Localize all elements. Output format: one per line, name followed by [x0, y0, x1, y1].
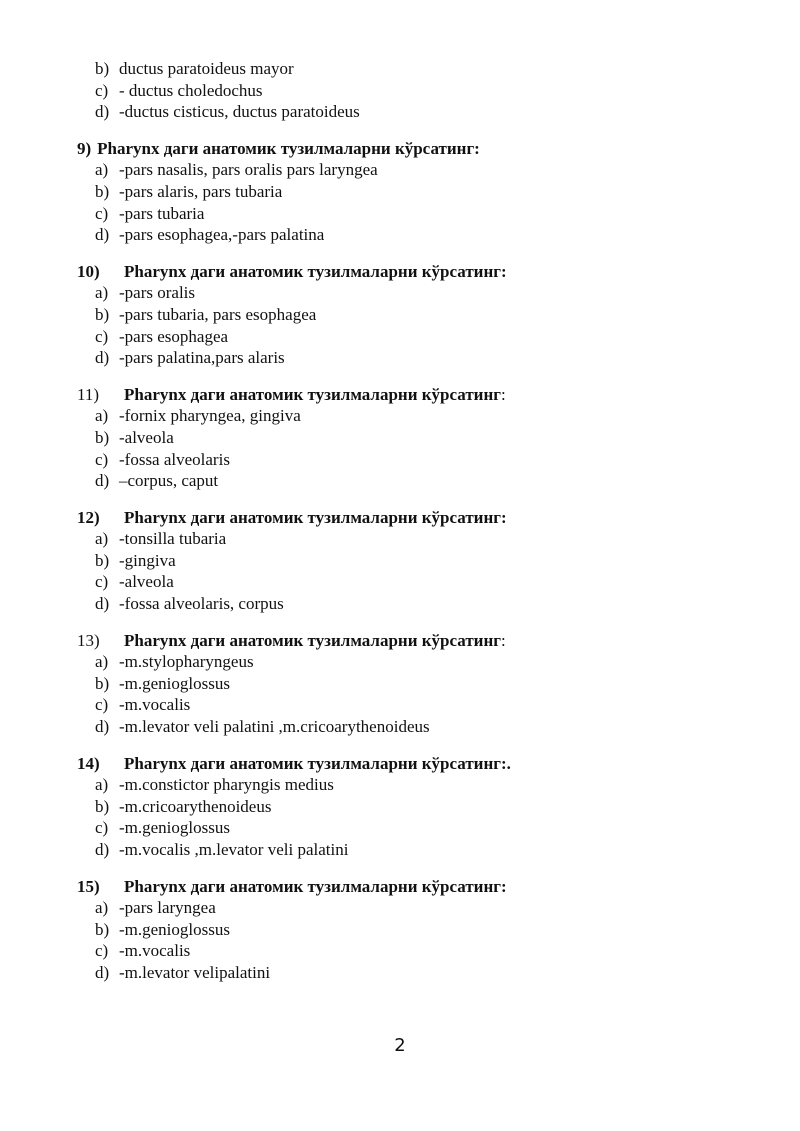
option-text: -pars tubaria	[119, 203, 205, 223]
question-number: 10)	[77, 261, 100, 281]
question-10	[0, 261, 800, 369]
option-text: -pars oralis	[119, 283, 196, 303]
option-letter: c)	[95, 203, 109, 223]
option-letter: a)	[95, 529, 109, 549]
option-item	[95, 405, 800, 427]
option-item	[95, 673, 800, 695]
option-letter: b)	[95, 550, 110, 570]
option-item	[95, 774, 800, 796]
option-item	[95, 817, 800, 839]
option-text: -m.vocalis ,m.levator veli palatini	[119, 840, 349, 859]
question-text: Pharynx даги анатомик тузилмаларни кўрсатинг:	[97, 138, 480, 158]
option-letter: a)	[95, 283, 109, 303]
option-item	[95, 716, 800, 738]
option-item	[95, 282, 800, 304]
question-text: Pharynx даги анатомик тузилмаларни кўрсатинг:	[124, 507, 507, 527]
option-letter: a)	[95, 898, 109, 918]
option-item	[95, 347, 800, 369]
option-text: -m.vocalis	[119, 695, 191, 715]
option-text: -fossa alveolaris, corpus	[119, 594, 284, 614]
document-content	[0, 58, 800, 984]
option-letter: b)	[95, 796, 110, 816]
option-letter: b)	[95, 427, 110, 447]
option-item	[95, 839, 800, 861]
question-text: Pharynx даги анатомик тузилмаларни кўрсатинг:	[124, 876, 507, 896]
question-heading	[77, 630, 800, 652]
question-text: Pharynx даги анатомик тузилмаларни кўрсатинг:.	[124, 753, 511, 773]
option-text: - ductus choledochus	[119, 80, 263, 100]
option-item	[95, 203, 800, 225]
option-text: -m.stylopharyngeus	[119, 652, 254, 672]
option-item	[95, 593, 800, 615]
option-text: -pars palatina,pars alaris	[119, 348, 285, 368]
option-letter: a)	[95, 160, 109, 180]
option-letter: c)	[95, 572, 109, 592]
question-heading	[77, 507, 800, 529]
option-item	[95, 470, 800, 492]
question-heading	[77, 261, 800, 283]
option-item	[95, 159, 800, 181]
option-letter: b)	[95, 673, 110, 693]
option-letter: d)	[95, 840, 110, 859]
option-text: -m.genioglossus	[119, 919, 230, 939]
option-text: -m.genioglossus	[119, 673, 230, 693]
option-letter: a)	[95, 775, 109, 795]
option-item	[95, 326, 800, 348]
question-text: Pharynx даги анатомик тузилмаларни кўрсатинг	[124, 630, 501, 650]
option-text: -pars nasalis, pars oralis pars laryngea	[119, 160, 378, 180]
option-letter: b)	[95, 181, 110, 201]
question-number: 14)	[77, 753, 100, 773]
option-item	[95, 897, 800, 919]
option-text: -m.cricoarythenoideus	[119, 796, 272, 816]
option-item	[95, 940, 800, 962]
option-text: -gingiva	[119, 550, 176, 570]
option-text: -pars esophagea	[119, 326, 229, 346]
question-number: 13)	[77, 630, 100, 650]
option-letter: d)	[95, 348, 110, 368]
option-letter: b)	[95, 304, 110, 324]
option-item	[95, 58, 800, 80]
option-text: -pars tubaria, pars esophagea	[119, 304, 317, 324]
option-letter: c)	[95, 941, 109, 961]
option-text: –corpus, caput	[119, 471, 219, 491]
option-text: -pars alaris, pars tubaria	[119, 181, 283, 201]
option-text: -m.genioglossus	[119, 818, 230, 838]
option-item	[95, 528, 800, 550]
question-suffix: :	[501, 630, 506, 650]
question-number: 15)	[77, 876, 100, 896]
question-number: 12)	[77, 507, 100, 527]
option-letter: d)	[95, 102, 110, 122]
option-letter: d)	[95, 225, 110, 245]
question-heading	[77, 876, 800, 898]
option-letter: c)	[95, 326, 109, 346]
option-letter: b)	[95, 59, 110, 78]
option-letter: a)	[95, 406, 109, 426]
question-12	[0, 507, 800, 615]
option-letter: c)	[95, 818, 109, 838]
option-letter: a)	[95, 652, 109, 672]
option-item	[95, 449, 800, 471]
option-letter: d)	[95, 962, 110, 982]
option-text: -pars esophagea,-pars palatina	[119, 225, 325, 245]
option-letter: c)	[95, 449, 109, 469]
option-text: ductus paratoideus mayor	[119, 59, 294, 78]
option-letter: b)	[95, 919, 110, 939]
option-item	[95, 694, 800, 716]
option-text: -fornix pharyngea, gingiva	[119, 406, 301, 426]
question-heading	[77, 384, 800, 406]
continuation-options	[0, 58, 800, 123]
question-11	[0, 384, 800, 492]
option-item	[95, 427, 800, 449]
option-text: -pars laryngea	[119, 898, 216, 918]
option-item	[95, 224, 800, 246]
question-15	[0, 876, 800, 984]
option-letter: d)	[95, 717, 110, 737]
option-item	[95, 101, 800, 123]
option-text: -m.levator velipalatini	[119, 962, 271, 982]
option-item	[95, 181, 800, 203]
option-letter: d)	[95, 471, 110, 491]
option-item	[95, 304, 800, 326]
question-text: Pharynx даги анатомик тузилмаларни кўрсатинг:	[124, 261, 507, 281]
option-item	[95, 796, 800, 818]
question-heading	[77, 753, 800, 775]
option-item	[95, 571, 800, 593]
option-text: -m.levator veli palatini ,m.cricoarythenoideus	[119, 717, 430, 737]
option-item	[95, 919, 800, 941]
question-13	[0, 630, 800, 738]
option-item	[95, 80, 800, 102]
option-text: -alveola	[119, 427, 174, 447]
question-9	[0, 138, 800, 246]
question-number: 11)	[77, 384, 100, 404]
option-text: -alveola	[119, 572, 174, 592]
option-text: -m.constictor pharyngis medius	[119, 775, 334, 795]
question-number: 9)	[77, 138, 92, 158]
option-text: -m.vocalis	[119, 941, 191, 961]
option-letter: c)	[95, 695, 109, 715]
question-14	[0, 753, 800, 861]
option-text: -ductus cisticus, ductus paratoideus	[119, 102, 360, 122]
option-item	[95, 962, 800, 984]
question-text: Pharynx даги анатомик тузилмаларни кўрсатинг	[124, 384, 501, 404]
option-item	[95, 651, 800, 673]
option-text: -fossa alveolaris	[119, 449, 230, 469]
option-text: -tonsilla tubaria	[119, 529, 227, 549]
question-heading	[77, 138, 800, 160]
page-number: 2	[394, 1035, 406, 1056]
question-suffix: :	[501, 384, 506, 404]
option-letter: d)	[95, 594, 110, 614]
option-letter: c)	[95, 80, 109, 100]
option-item	[95, 550, 800, 572]
